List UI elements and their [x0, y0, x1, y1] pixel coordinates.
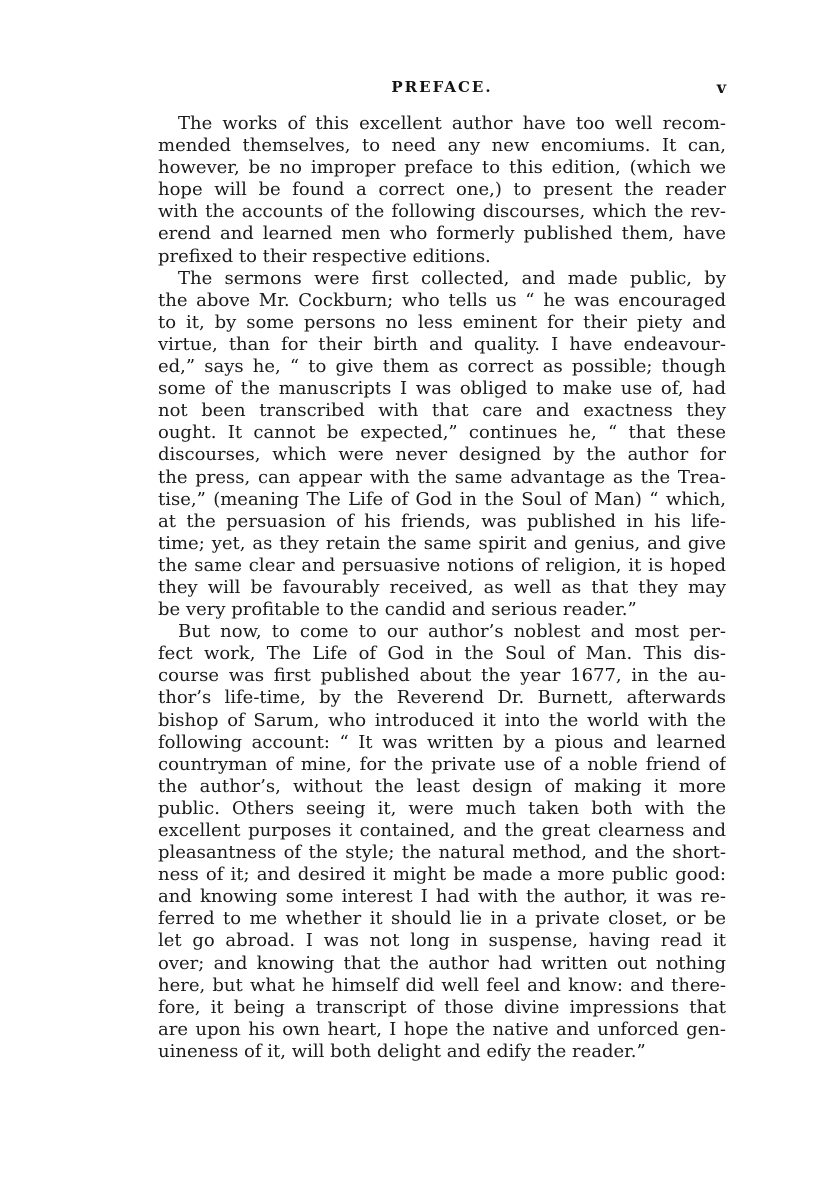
text-line: the above Mr. Cockburn; who tells us “ he was encouraged — [158, 289, 726, 311]
text-line: But now, to come to our author’s noblest and most per- — [178, 621, 726, 643]
text-line: with the accounts of the following discourses, which the rev- — [158, 201, 726, 223]
text-line: be very profitable to the candid and serious reader.” — [158, 599, 637, 621]
text-line: hope will be found a correct one,) to present the reader — [158, 179, 726, 201]
text-line: erend and learned men who formerly published them, have — [158, 223, 726, 245]
text-line: bishop of Sarum, who introduced it into the world with the — [158, 709, 726, 731]
text-line: excellent purposes it contained, and the great clearness and — [158, 820, 726, 841]
text-line: to it, by some persons no less eminent for their piety and — [158, 311, 726, 333]
text-line: the author’s, without the least design of making it more — [158, 775, 726, 797]
text-line: tise,” (meaning The Life of God in the Soul of Man) “ which, — [158, 488, 726, 510]
text-line: virtue, than for their birth and quality. I have endeavour- — [158, 333, 726, 355]
preface-body-text — [158, 113, 726, 1063]
text-line: over; and knowing that the author had written out nothing — [158, 952, 726, 974]
text-line: ness of it; and desired it might be made a more public good: — [158, 864, 726, 886]
text-line: thor’s life-time, by the Reverend Dr. Burnett, afterwards — [158, 687, 726, 709]
text-line: not been transcribed with that care and exactness they — [158, 400, 726, 422]
text-line: the press, can appear with the same advantage as the Trea- — [158, 466, 726, 488]
text-line: countryman of mine, for the private use of a noble friend of — [158, 753, 726, 775]
text-line: public. Others seeing it, were much taken both with the — [158, 797, 726, 819]
page-header — [158, 78, 726, 100]
text-line: discourses, which were never designed by the author for — [158, 444, 726, 466]
text-line: prefixed to their respective editions. — [158, 245, 491, 267]
text-line: ferred to me whether it should lie in a private closet, or be — [158, 908, 726, 930]
text-line: time; yet, as they retain the same spirit and genius, and give — [158, 532, 726, 554]
text-line: pleasantness of the style; the natural method, and the short- — [158, 842, 726, 864]
text-line: fect work, The Life of God in the Soul of Man. This dis- — [158, 643, 726, 665]
text-line: the same clear and persuasive notions of religion, it is hoped — [158, 554, 726, 576]
text-line: however, be no improper preface to this edition, (which we — [158, 157, 726, 179]
text-line: and knowing some interest I had with the author, it was re- — [158, 886, 726, 908]
text-line: some of the manuscripts I was obliged to make use of, had — [158, 378, 726, 400]
text-line: here, but what he himself did well feel and know: and there- — [158, 974, 726, 996]
text-line: The works of this excellent author have too well recom- — [178, 113, 726, 134]
text-line: fore, it being a transcript of those divine impressions that — [158, 996, 726, 1018]
text-line: The sermons were first collected, and made public, by — [178, 267, 726, 289]
text-line: are upon his own heart, I hope the native and unforced gen- — [158, 1018, 726, 1040]
text-line: ed,” says he, “ to give them as correct as possible; though — [158, 356, 726, 378]
text-line: ought. It cannot be expected,” continues he, “ that these — [158, 422, 726, 444]
text-line: mended themselves, to need any new encomiums. It can, — [158, 135, 726, 157]
text-line: course was first published about the year 1677, in the au- — [158, 665, 726, 687]
text-line: they will be favourably received, as well as that they may — [158, 576, 726, 598]
text-line: following account: “ It was written by a pious and learned — [158, 731, 726, 753]
running-title: PREFACE. — [391, 78, 493, 96]
text-line: let go abroad. I was not long in suspense, having read it — [158, 930, 726, 952]
text-line: at the persuasion of his friends, was published in his life- — [158, 510, 726, 532]
text-line: uineness of it, will both delight and edify the reader.” — [158, 1040, 646, 1062]
page-number: v — [716, 78, 726, 97]
